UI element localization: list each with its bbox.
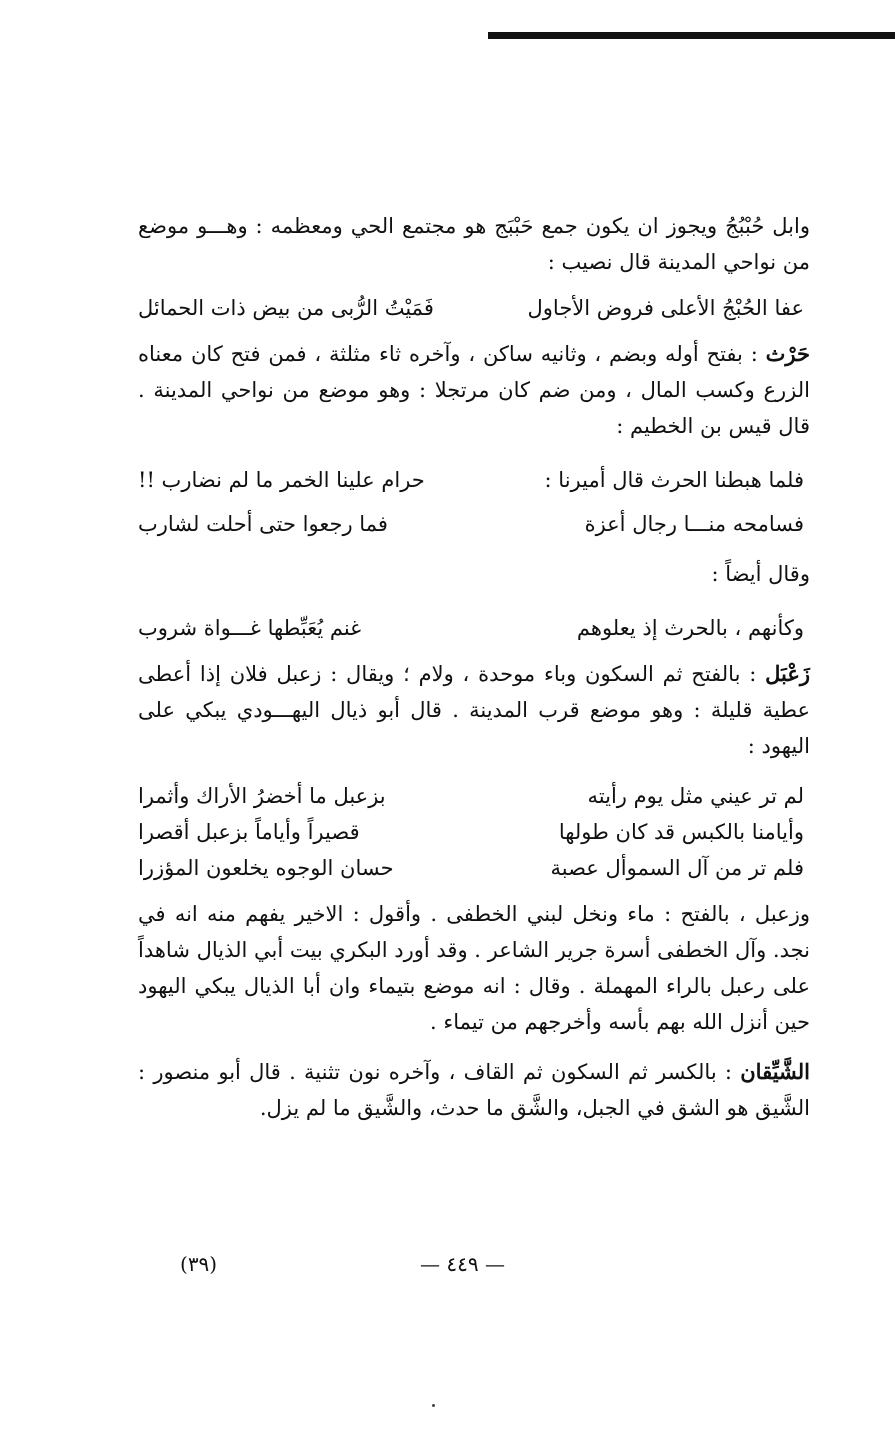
entry-paragraph (138, 896, 810, 1040)
second-hemistich: غنم يُعَبِّطها غـــواة شروب (138, 616, 362, 640)
first-hemistich: وأيامنا بالكبس قد كان طولها (558, 820, 804, 844)
page-number: — ٤٤٩ — (420, 1252, 505, 1276)
second-hemistich: حرام علينا الخمر ما لم نضارب !! (138, 468, 425, 492)
entry-harth (138, 336, 810, 444)
paragraph-text: : بالفتح ثم السكون وباء موحدة ، ولام ؛ ويقال : زعبل فلان إذا أعطى عطية قليلة : وهو موضع قرب المدينة . قال أبو ذيال اليهـــودي يبكي على اليهود : (138, 662, 810, 758)
entry-zabal (138, 656, 810, 764)
verse-line (138, 502, 810, 546)
first-hemistich: فلما هبطنا الحرث قال أميرنا : (544, 468, 804, 492)
second-hemistich: فما رجعوا حتى أحلت لشارب (138, 512, 388, 536)
paragraph-text: : بالكسر ثم السكون ثم القاف ، وآخره نون تثنية . قال أبو منصور : الشَّيق هو الشق في الجبل، والشَّق ما حدث، والشَّيق ما لم يزل. (138, 1060, 810, 1120)
second-hemistich: فَمَيْتُ الرُّبى من بيض ذات الحمائل (138, 296, 434, 320)
headword: الشَّيِّقان (740, 1059, 810, 1084)
verse-line (138, 814, 810, 850)
page-body (138, 208, 810, 1126)
print-speck (432, 1404, 435, 1407)
poem-qays (138, 458, 810, 546)
entry-shayqan (138, 1054, 810, 1126)
verse-line (138, 778, 810, 814)
entry-paragraph (138, 556, 810, 592)
top-rule (488, 32, 895, 39)
second-hemistich: بزعبل ما أخضرُ الأراك وأثمرا (138, 784, 386, 808)
paragraph-text: وزعبل ، بالفتح : ماء ونخل لبني الخطفى . وأقول : الاخير يفهم منه انه في نجد. وآل الخطفى أسرة جرير الشاعر . وقد أورد البكري بيت أبي الذيال شاهداً على رعبل بالراء المهملة . وقال : انه موضع بتيماء وان أبا الذيال يبكي اليهود حين أنزل الله بهم بأسه وأخرجهم من تيماء . (138, 902, 810, 1034)
headword: حَرْث (765, 341, 810, 366)
headword: زَعْبَل (765, 661, 810, 686)
entry-paragraph (138, 208, 810, 280)
first-hemistich: فسامحه منـــا رجال أعزة (584, 512, 804, 536)
first-hemistich: فلم تر من آل السموأل عصبة (550, 856, 804, 880)
paragraph-text: : بفتح أوله وبضم ، وثانيه ساكن ، وآخره ثاء مثلثة ، فمن فتح كان معناه الزرع وكسب المال ، ومن ضم كان مرتجلا : وهو موضع من نواحي المدينة . قال قيس بن الخطيم : (138, 342, 810, 438)
first-hemistich: وكأنهم ، بالحرث إذ يعلوهم (576, 616, 804, 640)
first-hemistich: لم تر عيني مثل يوم رأيته (587, 784, 804, 808)
poem-abu-dhayyal (138, 778, 810, 886)
page-footer (170, 1252, 540, 1288)
second-hemistich: قصيراً وأياماً بزعبل أقصرا (138, 820, 360, 844)
first-hemistich: عفا الحُبْجُ الأعلى فروض الأجاول (527, 296, 804, 320)
plate-number: (٣٩) (180, 1252, 218, 1276)
paragraph-text: وقال أيضاً : (711, 562, 810, 586)
verse-line (138, 606, 810, 650)
second-hemistich: حسان الوجوه يخلعون المؤزرا (138, 856, 394, 880)
paragraph-text: وابل حُبْبُجُ ويجوز ان يكون جمع حَبْبَج هو مجتمع الحي ومعظمه : وهـــو موضع من نواحي المدينة قال نصيب : (138, 214, 810, 274)
verse-line (138, 286, 810, 330)
verse-line (138, 458, 810, 502)
verse-line (138, 850, 810, 886)
